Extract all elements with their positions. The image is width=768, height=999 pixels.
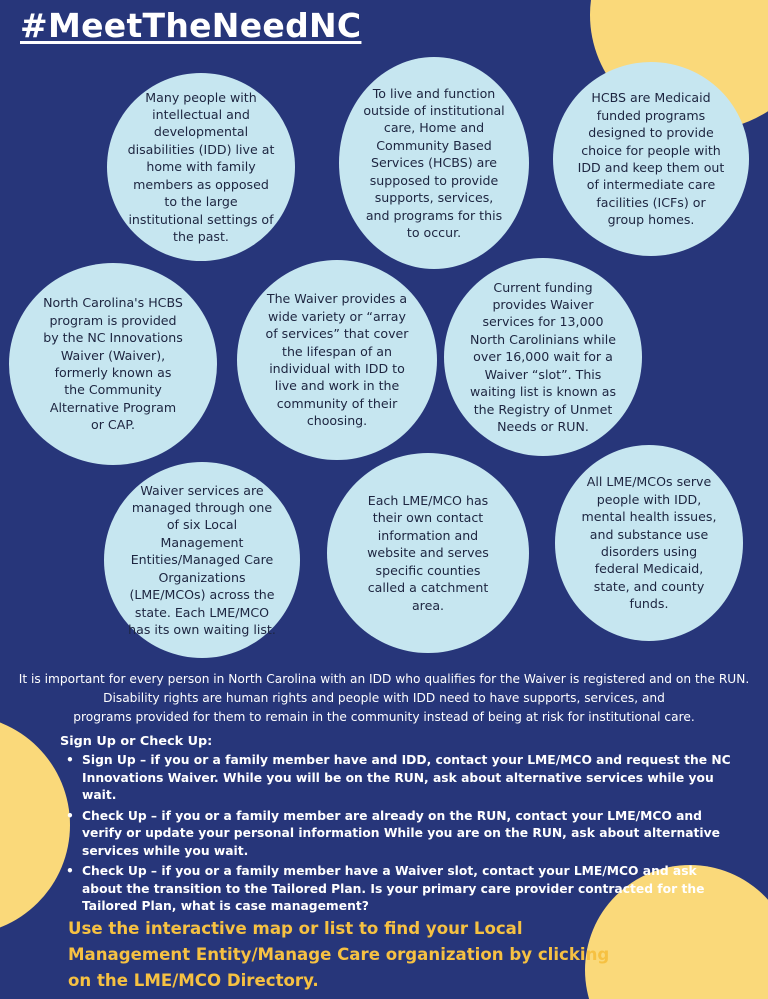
info-bubble-array-of-services <box>237 260 437 460</box>
signup-list <box>60 752 740 919</box>
intro-line: programs provided for them to remain in the community instead of being at risk for institutional care. <box>73 710 695 724</box>
bubble-text: Waiver services are managed through one of six Local Management Entities/Managed Care Organizations (LME/MCOs) across the state. Each LME/MCO has its own waiting list. <box>128 482 276 637</box>
list-item: • Check Up – if you or a family member have a Waiver slot, contact your LME/MCO and ask about the transition to the Tailored Plan. Is your primary care provider contracted for the Tailored Plan, what is case management? <box>60 863 740 916</box>
info-bubble-waiting-list-run <box>444 258 642 456</box>
list-item: • Sign Up – if you or a family member have and IDD, contact your LME/MCO and request the NC Innovations Waiver. While you will be on the RUN, ask about alternative services while you wait. <box>60 752 740 805</box>
intro-line: Disability rights are human rights and people with IDD need to have supports, services, and <box>103 691 665 705</box>
lme-mco-directory-link[interactable]: LME/MCO Directory <box>133 971 313 990</box>
hashtag-title[interactable]: #MeetTheNeedNC <box>20 6 362 45</box>
intro-paragraph <box>10 670 758 727</box>
bubble-text: All LME/MCOs serve people with IDD, mental health issues, and substance use disorders using federal Medicaid, state, and county funds. <box>581 474 717 612</box>
signup-heading: Sign Up or Check Up: <box>60 734 213 749</box>
info-bubble-hcbs-purpose <box>339 57 529 269</box>
bubble-text: North Carolina's HCBS program is provided by the NC Innovations Waiver (Waiver), formerly known as the Community Alternative Program or CAP. <box>43 295 183 433</box>
list-item: • Check Up – if you or a family member are already on the RUN, contact your LME/MCO and verify or update your personal information While you are on the RUN, ask about alternative services while you wait. <box>60 808 740 861</box>
bubble-text: Many people with intellectual and developmental disabilities (IDD) live at home with family members as opposed to the large institutional settings of the past. <box>127 89 275 244</box>
intro-line: It is important for every person in North Carolina with an IDD who qualifies for the Waiver is registered and on the RUN. <box>18 672 750 686</box>
cta-text-end: . <box>312 971 319 990</box>
info-bubble-catchment-area <box>327 453 529 653</box>
cta-text: Use the interactive map or list to find your Local Management Entity/Manage Care organization by clicking on the <box>68 919 610 990</box>
info-bubble-lme-mco-funds <box>555 445 743 641</box>
info-bubble-nc-innovations-waiver <box>9 263 217 465</box>
bubble-text: HCBS are Medicaid funded programs designed to provide choice for people with IDD and keep them out of intermediate care facilities (ICFs) or group homes. <box>577 90 725 228</box>
bubble-text: Current funding provides Waiver services for 13,000 North Carolinians while over 16,000 wait for a Waiver “slot”. This waiting list is known as the Registry of Unmet Needs or RUN. <box>469 279 617 434</box>
info-bubble-lme-mco-management <box>104 462 300 658</box>
bubble-text: To live and function outside of institutional care, Home and Community Based Services (HCBS) are supposed to provide supports, services, and programs for this to occur. <box>363 85 505 240</box>
info-bubble-idd-at-home <box>107 73 295 261</box>
bubble-text: The Waiver provides a wide variety or “array of services” that cover the lifespan of an individual with IDD to live and work in the community of their choosing. <box>265 291 409 429</box>
directory-call-to-action <box>68 916 628 994</box>
bubble-text: Each LME/MCO has their own contact information and website and serves specific counties called a catchment area. <box>367 493 489 613</box>
info-bubble-hcbs-medicaid <box>553 62 749 256</box>
